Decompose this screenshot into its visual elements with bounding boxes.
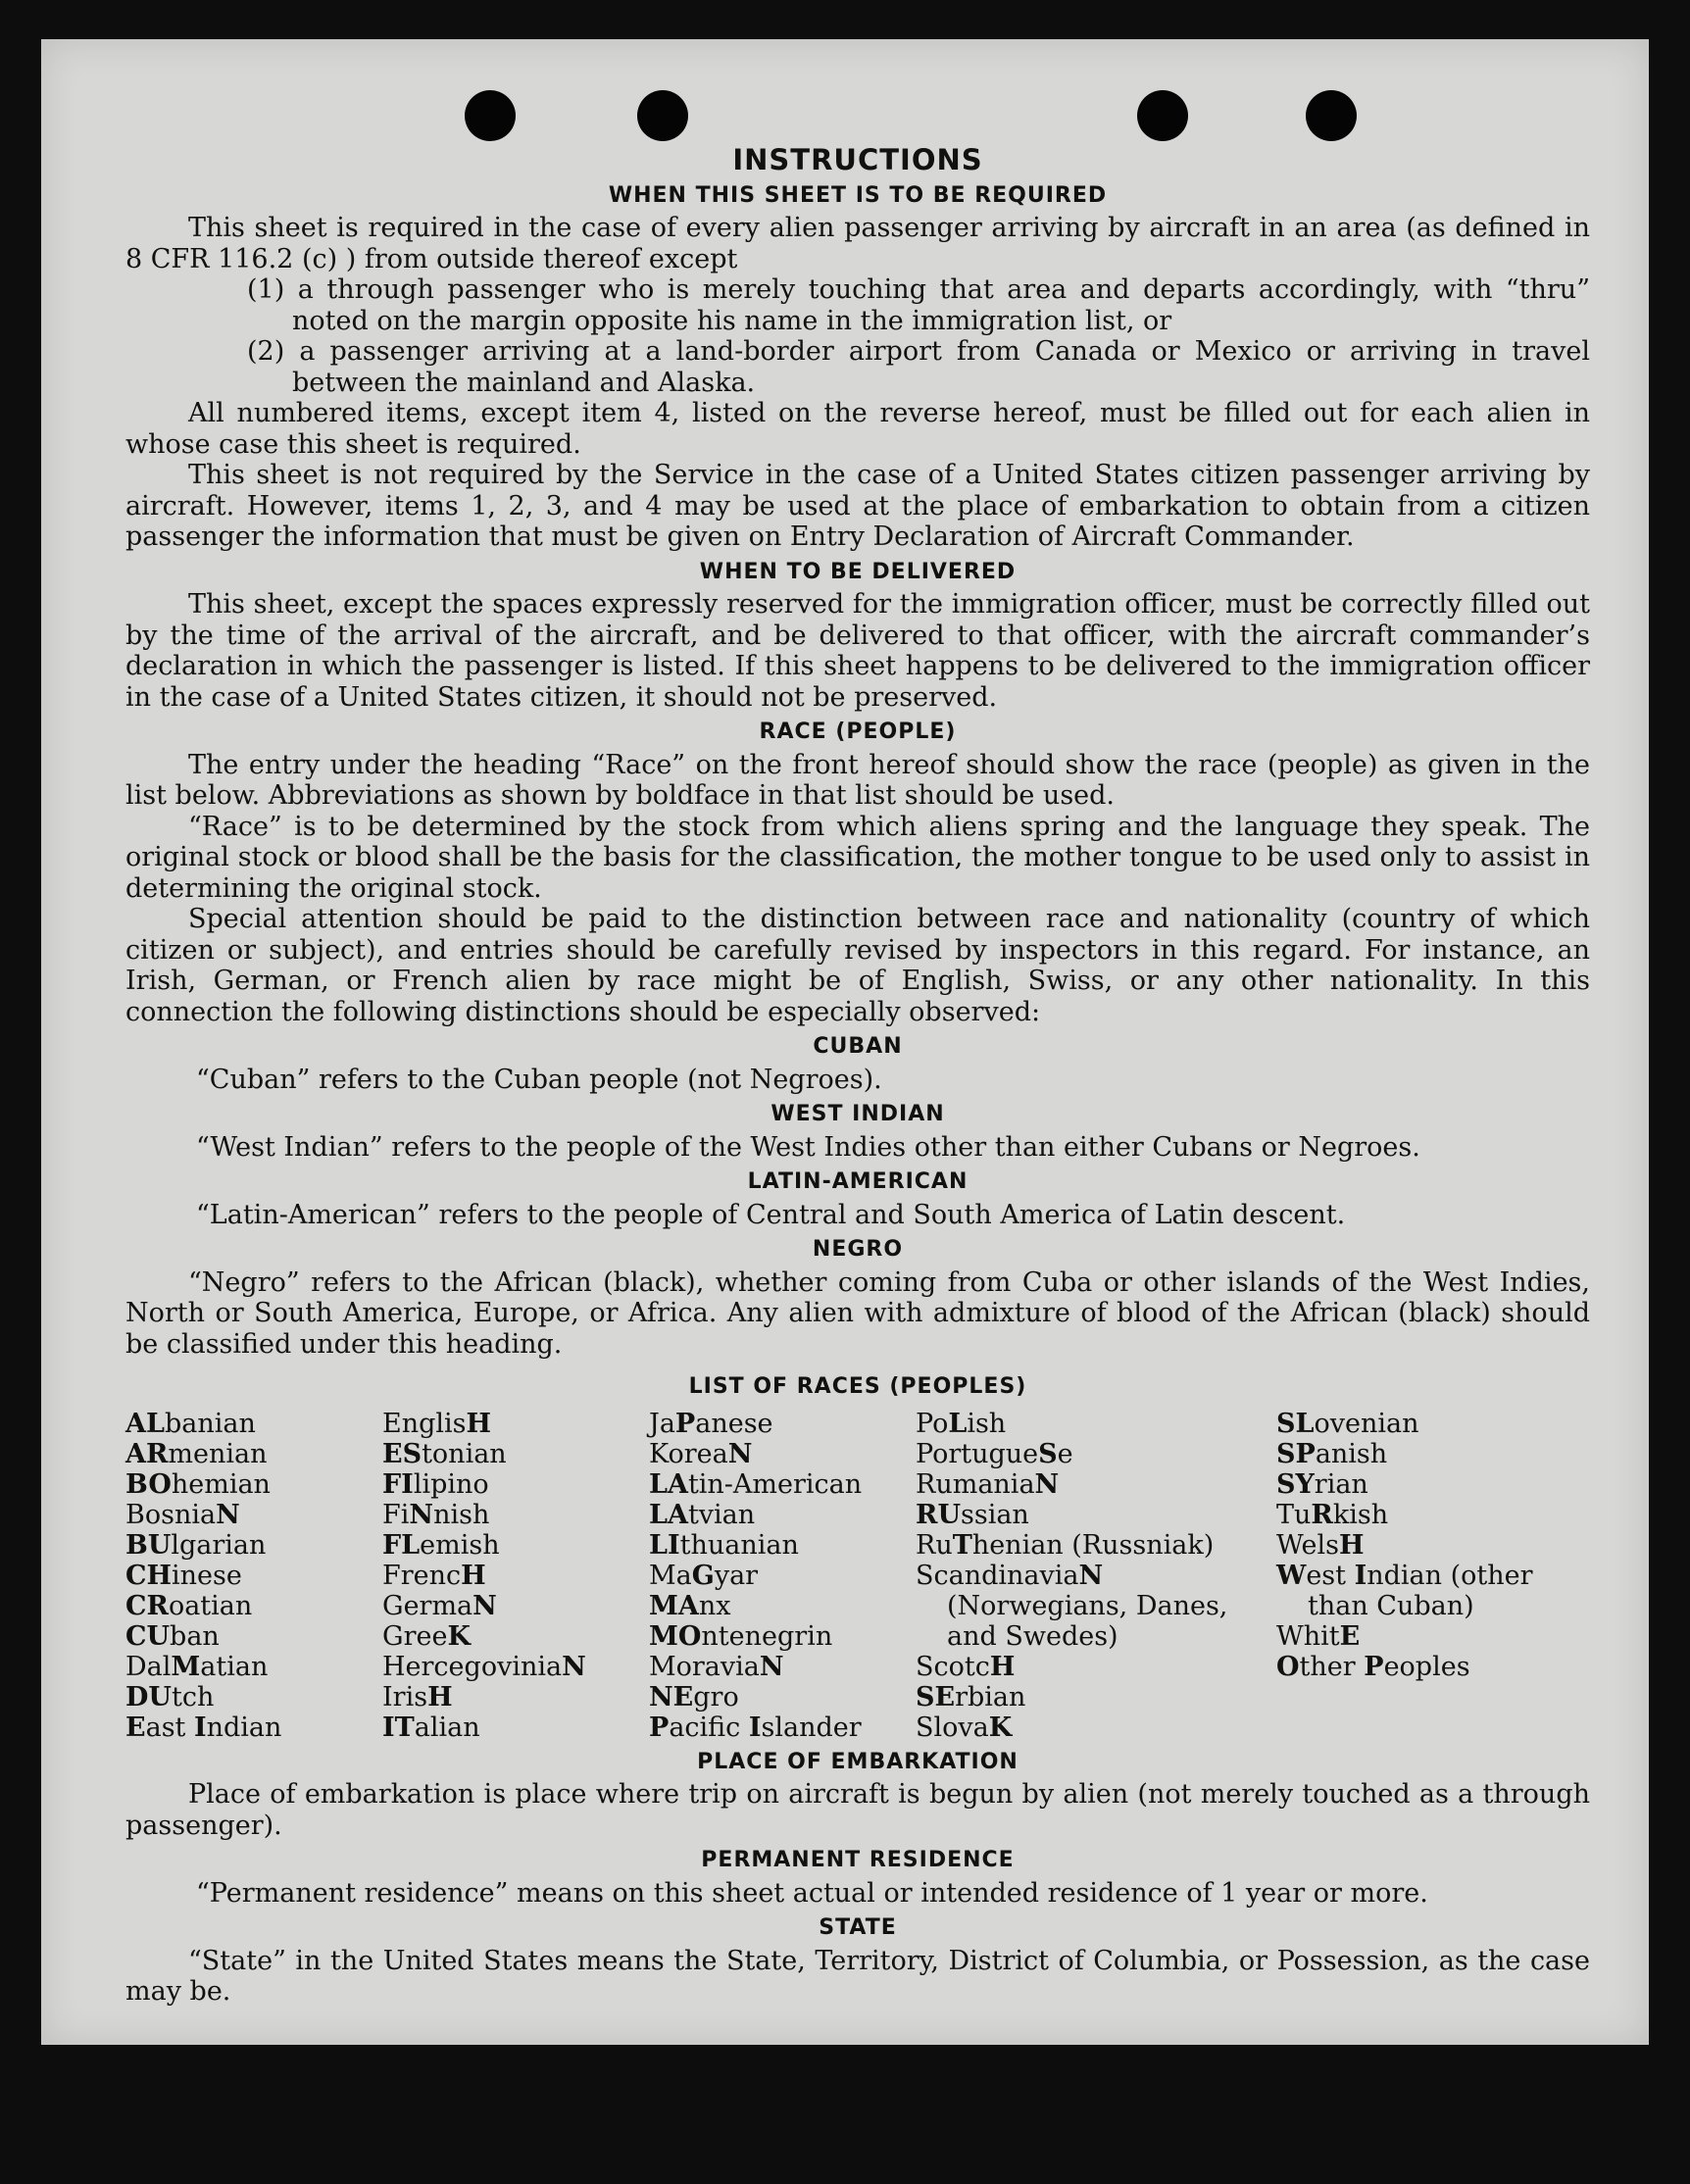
race-text: Rumania <box>916 1468 1035 1500</box>
race-text: Ru <box>916 1529 953 1561</box>
race-abbreviation: LI <box>649 1529 680 1561</box>
race-item <box>125 1561 382 1591</box>
race-abbreviation: BU <box>125 1529 172 1561</box>
race-text: Fi <box>382 1499 410 1530</box>
race-abbreviation: BO <box>125 1468 172 1500</box>
race-abbreviation: T <box>952 1529 972 1561</box>
race-item <box>382 1591 649 1621</box>
document-sheet <box>41 39 1649 2045</box>
race-abbreviation: LA <box>649 1499 688 1530</box>
race-item <box>916 1530 1276 1561</box>
numbered-item: (2) a passenger arriving at a land-border airport from Canada or Mexico or arriving in travel between the mainland and Alaska. <box>247 336 1590 398</box>
race-abbreviation: SL <box>1276 1408 1315 1439</box>
race-abbreviation: H <box>461 1560 486 1591</box>
race-column <box>649 1409 916 1743</box>
paragraph: “State” in the United States means the State, Territory, District of Columbia, or Possession, as the case may be. <box>125 1945 1590 2007</box>
race-abbreviation: FL <box>382 1529 421 1561</box>
race-item <box>1276 1469 1590 1500</box>
race-item <box>916 1652 1276 1682</box>
race-abbreviation: MA <box>649 1590 699 1621</box>
race-item <box>1276 1500 1590 1530</box>
race-text: Scandinavia <box>916 1560 1079 1591</box>
race-item <box>649 1682 916 1712</box>
race-text: lipino <box>413 1468 489 1500</box>
race-item <box>1276 1409 1590 1439</box>
race-text: rbian <box>955 1681 1026 1712</box>
race-item <box>125 1500 382 1530</box>
race-text: Whit <box>1276 1620 1340 1652</box>
race-item <box>382 1409 649 1439</box>
race-item <box>125 1591 382 1621</box>
race-abbreviation: AL <box>125 1408 165 1439</box>
race-abbreviation: P <box>1364 1651 1384 1682</box>
race-item <box>916 1682 1276 1712</box>
race-text: ther <box>1299 1651 1365 1682</box>
race-text: ish <box>967 1408 1007 1439</box>
heading-when-required: WHEN THIS SHEET IS TO BE REQUIRED <box>608 182 1108 208</box>
race-abbreviation: P <box>674 1408 696 1439</box>
instructions-body <box>125 108 1590 2008</box>
race-text: Germa <box>382 1590 473 1621</box>
race-text: ndian (other than Cuban) <box>1308 1560 1533 1621</box>
race-text: yar <box>714 1560 759 1591</box>
race-column <box>1276 1409 1590 1743</box>
race-item <box>916 1712 1276 1743</box>
race-text: eoples <box>1383 1651 1470 1682</box>
race-abbreviation: IT <box>382 1712 415 1743</box>
race-abbreviation: H <box>1339 1529 1365 1561</box>
numbered-item: (1) a through passenger who is merely touching that area and departs accordingly, with “thru” noted on the margin opposite his name in the immigration list, or <box>247 274 1590 336</box>
paragraph: Place of embarkation is place where trip on aircraft is begun by alien (not merely touched as a through passenger). <box>125 1779 1590 1841</box>
race-item <box>649 1530 916 1561</box>
race-text: oatian <box>168 1590 253 1621</box>
race-text: e <box>1057 1438 1073 1469</box>
race-text: Tu <box>1276 1499 1312 1530</box>
race-abbreviation: ES <box>382 1438 422 1469</box>
race-item <box>125 1530 382 1561</box>
race-text: Portugue <box>916 1438 1039 1469</box>
heading-when-delivered: WHEN TO BE DELIVERED <box>699 559 1017 584</box>
race-text: ssian <box>960 1499 1029 1530</box>
race-text: tin-American <box>687 1468 863 1500</box>
race-abbreviation: SP <box>1276 1438 1316 1469</box>
race-item <box>125 1409 382 1439</box>
race-abbreviation: N <box>216 1499 240 1530</box>
race-abbreviation: CR <box>125 1590 169 1621</box>
race-text: inese <box>172 1560 242 1591</box>
race-item <box>382 1621 649 1652</box>
race-abbreviation: DU <box>125 1681 172 1712</box>
race-text: Po <box>916 1408 949 1439</box>
race-item <box>1276 1621 1590 1652</box>
race-text: Frenc <box>382 1560 462 1591</box>
race-abbreviation: CU <box>125 1620 171 1652</box>
race-abbreviation: H <box>427 1681 453 1712</box>
race-abbreviation: N <box>1034 1468 1060 1500</box>
race-abbreviation: I <box>748 1712 762 1743</box>
race-column <box>382 1409 649 1743</box>
race-item <box>382 1682 649 1712</box>
race-text: henian (Russniak) <box>971 1529 1215 1561</box>
race-item <box>649 1712 916 1743</box>
race-text: alian <box>414 1712 480 1743</box>
race-list <box>125 1409 1590 1743</box>
race-item <box>382 1712 649 1743</box>
race-text: Iris <box>382 1681 428 1712</box>
race-text: ntenegrin <box>701 1620 833 1652</box>
race-item <box>125 1652 382 1682</box>
race-abbreviation: O <box>1276 1651 1300 1682</box>
race-text: slander <box>761 1712 862 1743</box>
race-text: Dal <box>125 1651 172 1682</box>
race-item <box>125 1712 382 1743</box>
race-item <box>382 1469 649 1500</box>
race-column <box>125 1409 382 1743</box>
race-text: Gree <box>382 1620 448 1652</box>
race-abbreviation: K <box>447 1620 471 1652</box>
race-text: thuanian <box>679 1529 799 1561</box>
race-abbreviation: L <box>948 1408 968 1439</box>
heading-race: RACE (PEOPLE) <box>759 720 957 744</box>
race-abbreviation: RU <box>916 1499 961 1530</box>
paragraph: “Cuban” refers to the Cuban people (not Negroes). <box>196 1064 882 1095</box>
race-text: tvian <box>687 1499 756 1530</box>
race-text: atian <box>200 1651 269 1682</box>
race-item <box>649 1561 916 1591</box>
race-item <box>916 1561 1276 1652</box>
race-item <box>382 1561 649 1591</box>
race-text: kish <box>1332 1499 1389 1530</box>
heading-list-of-races: LIST OF RACES (PEOPLES) <box>688 1374 1027 1399</box>
race-text: ast <box>145 1712 194 1743</box>
race-item <box>649 1591 916 1621</box>
heading-state: STATE <box>819 1915 897 1940</box>
race-text: nish <box>433 1499 490 1530</box>
race-item <box>1276 1439 1590 1469</box>
race-text: Moravia <box>649 1651 760 1682</box>
race-text: Wels <box>1276 1529 1340 1561</box>
race-item <box>125 1439 382 1469</box>
race-item <box>916 1409 1276 1439</box>
race-abbreviation: FI <box>382 1468 414 1500</box>
paragraph: Special attention should be paid to the distinction between race and nationality (country of which citizen or subject), and entries should be carefully revised by inspectors in this regard. For instance, an Irish, German, or French alien by race might be of English, Swiss, or any other nationality. In this connection the following distinctions should be especially observed: <box>125 904 1590 1027</box>
page-title: INSTRUCTIONS <box>732 143 983 176</box>
race-item <box>382 1652 649 1682</box>
race-abbreviation: P <box>649 1712 670 1743</box>
heading-west-indian: WEST INDIAN <box>770 1102 945 1126</box>
race-text: Scotc <box>916 1651 990 1682</box>
race-abbreviation: N <box>727 1438 753 1469</box>
race-item <box>1276 1652 1590 1682</box>
race-item <box>916 1469 1276 1500</box>
race-text: banian <box>164 1408 256 1439</box>
paragraph: The entry under the heading “Race” on the front hereof should show the race (people) as given in the list below. Abbreviations as shown by boldface in that list should be used. <box>125 749 1590 811</box>
race-abbreviation: G <box>691 1560 715 1591</box>
race-abbreviation: N <box>472 1590 497 1621</box>
race-text: tonian <box>422 1438 507 1469</box>
race-abbreviation: SY <box>1276 1468 1315 1500</box>
race-text: Bosnia <box>125 1499 217 1530</box>
race-item <box>916 1439 1276 1469</box>
race-abbreviation: AR <box>125 1438 169 1469</box>
race-abbreviation: NE <box>649 1681 694 1712</box>
race-abbreviation: N <box>759 1651 784 1682</box>
race-text: hemian <box>171 1468 271 1500</box>
paragraph: “Race” is to be determined by the stock from which aliens spring and the language they speak. The original stock or blood shall be the basis for the classification, the mother tongue to be used only to assist in determining the original stock. <box>125 811 1590 904</box>
race-abbreviation: S <box>1038 1438 1058 1469</box>
race-text: nx <box>698 1590 731 1621</box>
heading-embarkation: PLACE OF EMBARKATION <box>697 1749 1019 1774</box>
heading-negro: NEGRO <box>812 1237 904 1262</box>
race-text: anese <box>695 1408 773 1439</box>
race-abbreviation: R <box>1311 1499 1333 1530</box>
race-text: Hercegovinia <box>382 1651 563 1682</box>
race-abbreviation: I <box>1354 1560 1367 1591</box>
paragraph: This sheet is not required by the Service in the case of a United States citizen passenger arriving by aircraft. However, items 1, 2, 3, and 4 may be used at the place of embarkation to obtain from a citizen passenger the information that must be given on Entry Declaration of Aircraft Commander. <box>125 460 1590 552</box>
race-abbreviation: SE <box>916 1681 956 1712</box>
race-text: (Norwegians, Danes, and Swedes) <box>947 1590 1228 1652</box>
race-item <box>649 1621 916 1652</box>
race-text: Ma <box>649 1560 692 1591</box>
race-item <box>649 1409 916 1439</box>
race-item <box>382 1530 649 1561</box>
race-abbreviation: W <box>1276 1560 1307 1591</box>
race-text: est <box>1306 1560 1355 1591</box>
paragraph: “West Indian” refers to the people of the West Indies other than either Cubans or Negroes. <box>196 1131 1420 1163</box>
race-item <box>649 1652 916 1682</box>
paragraph: “Negro” refers to the African (black), whether coming from Cuba or other islands of the West Indies, North or South America, Europe, or Africa. Any alien with admixture of blood of the African (black) should be classified under this heading. <box>125 1266 1590 1360</box>
race-text: acific <box>669 1712 749 1743</box>
race-abbreviation: LA <box>649 1468 688 1500</box>
race-abbreviation: I <box>193 1712 207 1743</box>
race-text: ovenian <box>1314 1408 1419 1439</box>
race-abbreviation: H <box>466 1408 492 1439</box>
race-text: Slova <box>916 1712 989 1743</box>
race-text: gro <box>693 1681 739 1712</box>
race-item <box>125 1621 382 1652</box>
race-text: tch <box>171 1681 215 1712</box>
race-text: ban <box>170 1620 220 1652</box>
race-text: Englis <box>382 1408 467 1439</box>
race-abbreviation: N <box>1078 1560 1104 1591</box>
race-text: menian <box>168 1438 268 1469</box>
paragraph: This sheet, except the spaces expressly reserved for the immigration officer, must be correctly filled out by the time of the arrival of the aircraft, and be delivered to that officer, with the aircraft commander’s declaration in which the passenger is listed. If this sheet happens to be delivered to the immigration officer in the case of a United States citizen, it should not be preserved. <box>125 589 1590 713</box>
race-abbreviation: N <box>409 1499 434 1530</box>
heading-cuban: CUBAN <box>813 1034 903 1059</box>
race-text: lgarian <box>171 1529 267 1561</box>
heading-permanent-residence: PERMANENT RESIDENCE <box>701 1848 1015 1872</box>
race-abbreviation: H <box>989 1651 1016 1682</box>
race-text: ndian <box>206 1712 282 1743</box>
paragraph: “Latin-American” refers to the people of Central and South America of Latin descent. <box>196 1199 1346 1230</box>
race-abbreviation: MO <box>649 1620 702 1652</box>
race-abbreviation: E <box>125 1712 146 1743</box>
race-abbreviation: M <box>171 1651 201 1682</box>
paragraph: “Permanent residence” means on this sheet actual or intended residence of 1 year or more. <box>196 1877 1428 1909</box>
race-column <box>916 1409 1276 1743</box>
paragraph: All numbered items, except item 4, listed on the reverse hereof, must be filled out for each alien in whose case this sheet is required. <box>125 398 1590 460</box>
race-abbreviation: K <box>988 1712 1013 1743</box>
race-item <box>382 1500 649 1530</box>
race-item <box>125 1682 382 1712</box>
race-text: rian <box>1314 1468 1368 1500</box>
race-item <box>125 1469 382 1500</box>
race-item <box>382 1439 649 1469</box>
race-item <box>649 1469 916 1500</box>
race-item <box>916 1500 1276 1530</box>
race-text: emish <box>420 1529 500 1561</box>
race-item <box>1276 1530 1590 1561</box>
race-item <box>1276 1561 1590 1621</box>
race-abbreviation: N <box>562 1651 586 1682</box>
paragraph: This sheet is required in the case of every alien passenger arriving by aircraft in an area (as defined in 8 CFR 116.2 (c) ) from outside thereof except <box>125 213 1590 274</box>
race-abbreviation: CH <box>125 1560 172 1591</box>
race-text: Korea <box>649 1438 728 1469</box>
heading-latin-american: LATIN-AMERICAN <box>747 1169 969 1194</box>
race-text: Ja <box>649 1408 675 1439</box>
race-item <box>649 1500 916 1530</box>
race-abbreviation: E <box>1339 1620 1361 1652</box>
race-text: anish <box>1315 1438 1388 1469</box>
race-item <box>649 1439 916 1469</box>
